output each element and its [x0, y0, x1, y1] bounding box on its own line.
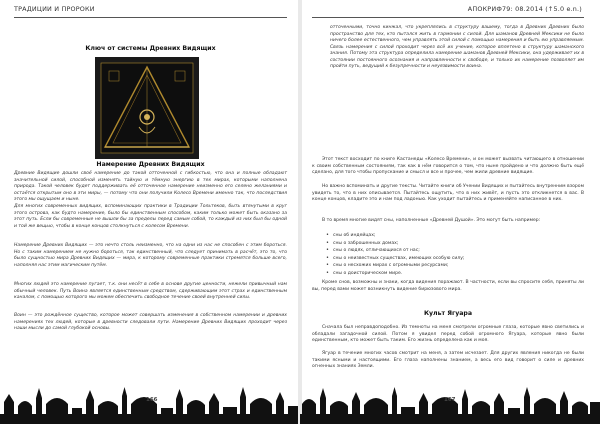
ancient-seers-emblem-icon [95, 57, 199, 159]
dream-list [326, 232, 576, 277]
left-header-rule [14, 17, 287, 18]
city-skyline-silhouette-icon [300, 384, 600, 424]
right-paragraph: Но важно вспоминать и другие тексты. Читайте книги об Учении Видящих и пытайтесь внутренним взором увидеть то, что в них описывается. Пытайтесь ощутить, что в них живёт, и пусть это откликнется в вас. В конце концов, кладите это и нам под ладонью. Как уходит пытайтесь и применяйте написанное в них. [312, 184, 584, 203]
list-item: • сны о неизвестных существах, имеющих особую силу; [326, 255, 576, 263]
right-paragraph: Ягуар в течение многих часов смотрит на меня, а затем исчезает. Для других явления никогда не были такими ясными и настоящими. Его глаза наполнены знанием, а весь его вид говорит о силе и древних огненных знаниях Земли. [312, 351, 584, 370]
list-item: • сны о несхожих мирах с огромными ресурсами; [326, 262, 576, 270]
figure-title: Ключ от системы Древних Видящих [85, 45, 216, 52]
city-skyline-silhouette-icon [0, 384, 300, 424]
list-item: • сны о людях, отличающихся от нас; [326, 247, 576, 255]
right-page [300, 0, 600, 424]
list-intro: В то время многие видят сны, наполненные «Древней Душой». Это могут быть например: [322, 218, 541, 223]
right-paragraph: Этот текст восходит по книге Кастанеды «Колесо Времени», и он может вызвать читающего в отношении к своим собственным состояниям, так как в нём говорится о том, что ныне пройдено и что должно быть ещё сделано, для того чтобы пропускание и смысл и все и прочее, чем жили древние видящие. [312, 157, 584, 176]
page-number: 166 [146, 397, 158, 403]
left-paragraph: Воин — это рождённое существо, которое может совершать изменения в собственном намерении и древних намерениях тех людей, которые в древности следовали пути. Намерение Древних Видящих проходит через наши мысли до самой глубокой основы. [14, 313, 287, 332]
left-paragraph: Для многих современных видящих, вспоминающих практики в Традиции Тольтеков, быть втянутыми в круг этого острова, как будто намерение, было бы единственным способом, каким только может быть оказано за этот путь. Если бы современные не вышли бы за пределы перед самым собой, то каждый из них был бы одной и той же вещью, чтобы в конце концов столкнуться с колесом Времени. [14, 204, 287, 229]
left-paragraph: Многих людей это намерение пугает, т.к. они несёт в себе в основе другие ценности, нежели привычный нам обычный человек. Путь Воина является единственным средством, сдерживающим этот страх и единственным каналом, с помощью которого мы можем обеспечить свободное течение своей внутренней силы. [14, 282, 287, 301]
list-item: • сны о доисторическом мире. [326, 270, 576, 278]
page-number: 167 [444, 397, 456, 403]
left-paragraph: Древние Видящие дошли своё намерение до такой отточенной с гибкостью, что она и полные обладают значительной силой, способной изменять тайную и тёмную энергию в тех мирах, которыми наполнена природа. Такой человек будет поддерживать её отточенное намерение неизменно его селено желаниями и остаётся открытым оно в эти миры, — потому что они получили Колесо Времени именно так, что последствия этого мы ощущаем и ныне. [14, 171, 287, 203]
left-paragraph: Намерение Древних Видящих — это нечто столь неизменно, что на одни из нас не способен с этим бороться. Но с таким намерением не нужно бороться, так единственный, что следует принимать в расчёт, это то, что было сущностью мира Древних Видящих — мира, к которому современные практики стремятся больше всего, наполняя нас этим магическим путём. [14, 243, 287, 268]
right-paragraph: Сначала был неправдоподобно. Из темноты на меня смотрели огромные глаза, которые явно светились и обладали загадочной силой. Потом я увидел перед собой огромного Ягуара, которые явно были единственным, кто может быть таким. Его жизнь определена как и моя. [312, 325, 584, 344]
left-page-header: ТРАДИЦИИ И ПРОРОКИ [14, 5, 95, 13]
quote-block: отточенными, точно кинжал, что укреплялись в структуру вашему, тогда в Древних Древних было пространство для тех, кто пытался жить в гармонии с силой. Для шаманов Древней Мексики не было ничего более естественного, чем управлять этой силой с помощью намерения и быть ею управляемым. Связь намерения с силой проходит через всё их учение, которое вплетено в структуру шаманского знания. Потому эта структура определила намерение шаманов Древней Мексики, она удерживает их в состоянии постоянного осознания и направленности к свободе, и только их намерение позволяет им пройти путь, ведущий к безупречности и неуязвимости воина. [330, 25, 584, 70]
right-page-header: АПОКРИФ79: 08.2014 (↑5.0 e.n.) [467, 5, 582, 13]
list-item: • сны о заброшенных домах; [326, 240, 576, 248]
right-paragraph: Кроме снов, возможны и знаки, когда видения поражают. В частности, если вы спросите себя, приняты ли вы, перед вами может возникнуть видение бирюзового мира. [312, 280, 584, 292]
right-header-rule [312, 17, 584, 18]
figure-caption: Намерение Древних Видящих [96, 161, 205, 168]
list-item: • сны об индейцах; [326, 232, 576, 240]
section-title: Культ Ягуара [423, 310, 473, 317]
